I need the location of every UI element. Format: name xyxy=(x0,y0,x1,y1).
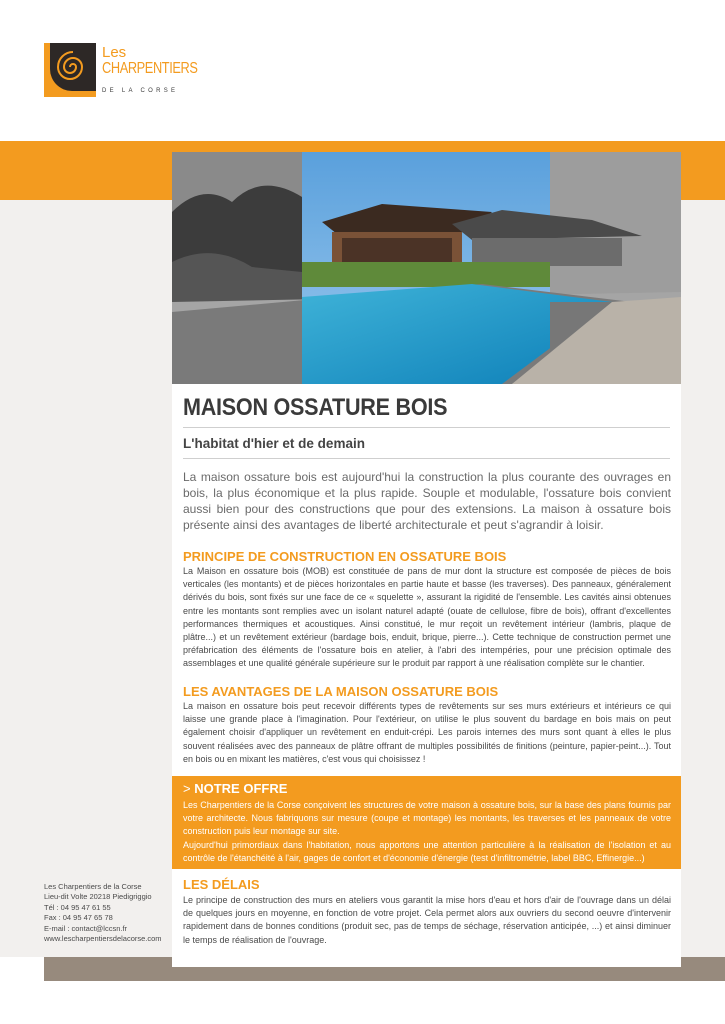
contact-phone[interactable]: Tél : 04 95 47 61 55 xyxy=(44,902,111,912)
chevron-right-icon: > xyxy=(183,781,191,796)
page-title: MAISON OSSATURE BOIS xyxy=(183,394,448,421)
logo-text-corse: DE LA CORSE xyxy=(102,88,179,94)
offer-text-2: Aujourd'hui primordiaux dans l'habitation, nous apportons une attention particulière à la réalisation de l'isolation et au contrôle de l'étanchéité à l'air, gages de confort et d'économie d'énergie (test d'infiltrométrie, label BBC, Effinergie...) xyxy=(183,839,671,863)
title-divider xyxy=(183,427,670,428)
section-heading-delais: LES DÉLAIS xyxy=(183,877,260,892)
page-subtitle: L'habitat d'hier et de demain xyxy=(183,436,365,451)
offer-text xyxy=(183,799,671,865)
contact-block xyxy=(44,882,162,944)
section-text-principe: La Maison en ossature bois (MOB) est constituée de pans de mur dont la structure est composée de pièces de bois verticales (les montants) et de pièces horizontales en partie haute et basse (les traverses). Des panneaux, généralement dérivés du bois, sont fixés sur une face de ce « squelette », assurant la rigidité de l'ensemble. Les cavités ainsi obtenues entre les montants sont remplies avec un isolant naturel adapté (ouate de cellulose, fibre de bois), offrant d'excellentes performances thermiques et acoustiques. Ainsi constitué, le mur reçoit un revêtement intérieur (lambris, plaque de plâtre...) et un revêtement extérieur (bardage bois, enduit, brique, pierre...). Cette technique de construction permet une préfabrication des éléments de l'ossature bois en atelier, à l'abri des intempéries, pour une précision optimale des assemblages et une qualité générale supérieure sur le produit par rapport à une réalisation complète sur le chantier. xyxy=(183,566,671,669)
logo-text-charpentiers: CHARPENTIERS xyxy=(102,60,198,77)
intro-paragraph: La maison ossature bois est aujourd'hui la construction la plus courante des ouvrages en bois, la plus économique et la plus rapide. Souple et modulable, l'ossature bois convient aussi bien pour des constructions que pour des extensions. La maison à ossature bois présente ainsi des avantages de liberté architecturale et peut s'agrandir à loisir. xyxy=(183,470,671,532)
offer-heading xyxy=(183,781,287,796)
contact-address: Lieu-dit Volte 20218 Piedigriggio xyxy=(44,892,152,902)
section-heading-avantages: LES AVANTAGES DE LA MAISON OSSATURE BOIS xyxy=(183,684,499,699)
contact-fax: Fax : 04 95 47 65 78 xyxy=(44,913,113,923)
offer-heading-text: NOTRE OFFRE xyxy=(194,781,288,796)
subtitle-divider xyxy=(183,458,670,459)
offer-text-1: Les Charpentiers de la Corse conçoivent les structures de votre maison à ossature bois, sur la base des plans fournis par votre architecte. Nous fabriquons sur mesure (coupe et montage) les montants, les traverses et les panneaux de votre construction puis leur montage sur site. xyxy=(183,800,671,837)
section-text-avantages: La maison en ossature bois peut recevoir différents types de revêtements sur ses murs extérieurs et intérieurs ce qui laisse une grande place à l'imagination. Pour l'extérieur, on utilise le plus souvent du bardage en bois mais on peut également choisir d'appliquer un revêtement en enduit-crépi. Les parois internes des murs sont quant à elles le plus souvent réalisées avec des panneaux de plâtre offrant de multiples possibilités de finitions (peinture, papier-peint...). Tout en bois ou en mixant les matières, c'est vous qui choisissez ! xyxy=(183,701,671,764)
logo-mark xyxy=(44,43,96,97)
logo-text-les: Les xyxy=(102,44,127,61)
logo-inner xyxy=(50,43,96,91)
spiral-icon xyxy=(50,43,96,91)
company-logo[interactable] xyxy=(44,43,198,103)
contact-email[interactable]: E-mail : contact@lccsn.fr xyxy=(44,923,128,933)
contact-name: Les Charpentiers de la Corse xyxy=(44,882,142,891)
house-photo xyxy=(172,152,681,384)
section-text-delais: Le principe de construction des murs en ateliers vous garantit la mise hors d'eau et hors d'air de l'ouvrage dans un délai de quelques jours en moyenne, en fonction de votre projet. Cela permet alors aux ouvriers du second oeuvre d'intervenir rapidement dans de bonnes conditions (produit sec, pas de temps de séchage, réservation anticipée, ...) et ainsi diminuer le temps de réalisation de l'ouvrage. xyxy=(183,895,671,945)
contact-website[interactable]: www.lescharpentiersdelacorse.com xyxy=(44,934,162,944)
section-heading-principe: PRINCIPE DE CONSTRUCTION EN OSSATURE BOIS xyxy=(183,549,507,564)
